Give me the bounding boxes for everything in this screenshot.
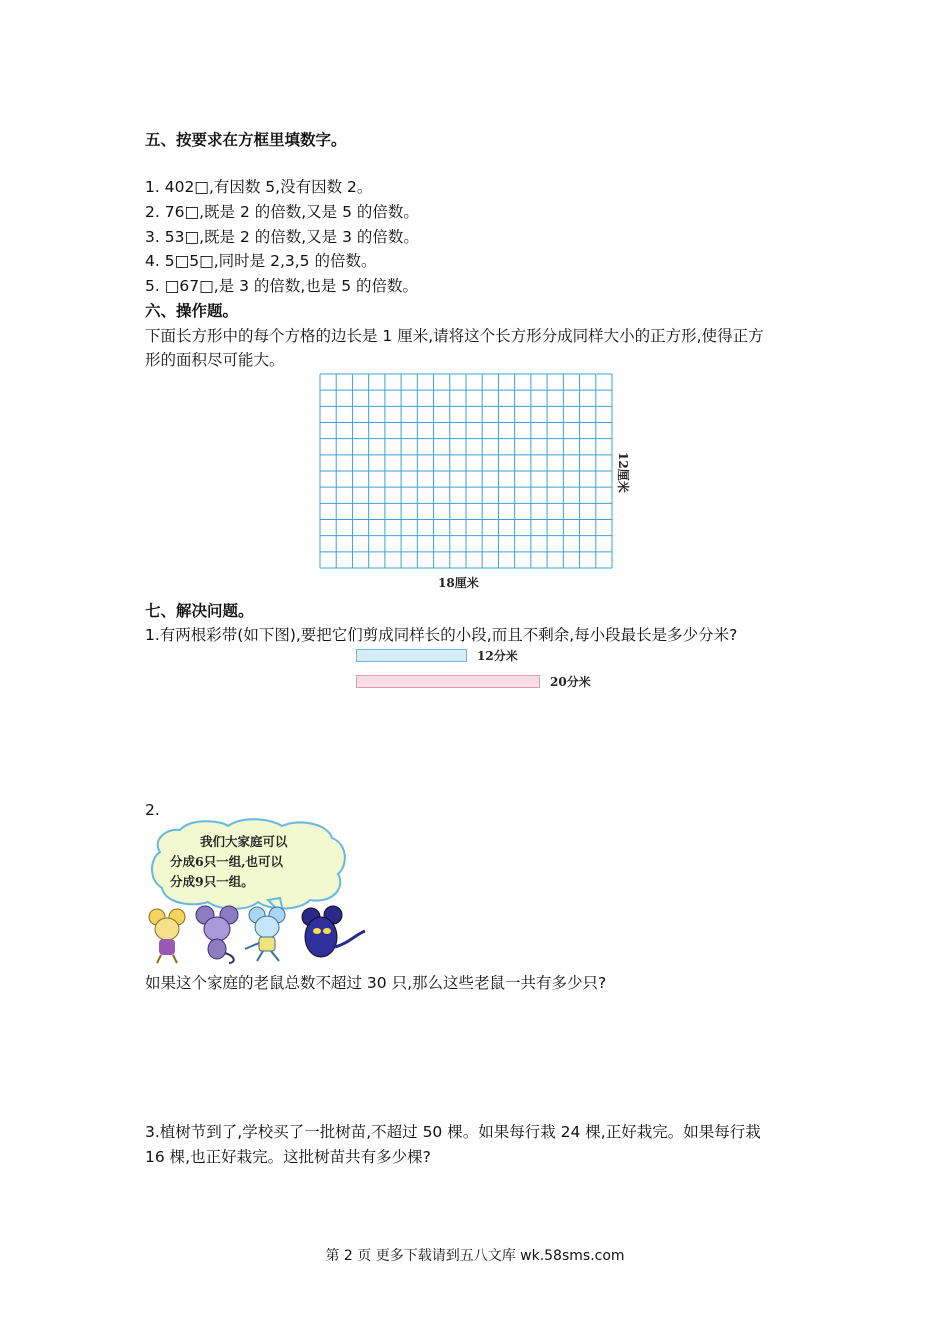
ribbon-12dm-label: 12分米 [477, 649, 518, 663]
ribbon-20dm [356, 675, 540, 688]
mouse-yellow-icon [149, 909, 185, 963]
question-2-number: 2. [145, 801, 160, 819]
question-2-text: 如果这个家庭的老鼠总数不超过 30 只,那么这些老鼠一共有多少只? [145, 974, 607, 992]
bubble-line-3: 分成9只一组。 [170, 874, 254, 889]
section-5-item-4: 4. 5□5□,同时是 2,3,5 的倍数。 [145, 252, 377, 270]
question-3-line-1: 3.植树节到了,学校买了一批树苗,不超过 50 棵。如果每行栽 24 棵,正好栽完。如果每行栽 [145, 1123, 761, 1141]
section-5-item-3: 3. 53□,既是 2 的倍数,又是 3 的倍数。 [145, 228, 419, 246]
ribbon-12dm [356, 649, 467, 662]
section-5-item-1: 1. 402□,有因数 5,没有因数 2。 [145, 178, 373, 196]
mouse-navy-icon [302, 906, 365, 957]
section-5-item-5: 5. □67□,是 3 的倍数,也是 5 的倍数。 [145, 277, 419, 295]
square-grid [319, 373, 613, 569]
mouse-family-illustration [145, 905, 375, 965]
bubble-line-1: 我们大家庭可以 [200, 834, 288, 849]
grid-height-label: 12厘米 [616, 452, 630, 493]
section-5-item-2: 2. 76□,既是 2 的倍数,又是 5 的倍数。 [145, 203, 419, 221]
section-6-text-line-2: 形的面积尽可能大。 [145, 351, 285, 369]
bubble-line-2: 分成6只一组,也可以 [170, 854, 284, 869]
mouse-blue-icon [245, 907, 285, 961]
speech-bubble [150, 818, 350, 916]
section-6-text-line-1: 下面长方形中的每个方格的边长是 1 厘米,请将这个长方形分成同样大小的正方形,使得正方 [145, 327, 764, 345]
grid-width-label: 18厘米 [438, 576, 479, 590]
question-3-line-2: 16 棵,也正好栽完。这批树苗共有多少棵? [145, 1148, 431, 1166]
section-5-heading: 五、按要求在方框里填数字。 [145, 131, 347, 149]
mouse-purple-icon [196, 906, 238, 963]
page-footer: 第 2 页 更多下载请到五八文库 wk.58sms.com [325, 1248, 625, 1264]
section-6-heading: 六、操作题。 [145, 302, 239, 320]
ribbon-20dm-label: 20分米 [550, 675, 591, 689]
section-7-heading: 七、解决问题。 [145, 602, 254, 620]
question-1-text: 1.有两根彩带(如下图),要把它们剪成同样长的小段,而且不剩余,每小段最长是多少分米? [145, 626, 738, 644]
